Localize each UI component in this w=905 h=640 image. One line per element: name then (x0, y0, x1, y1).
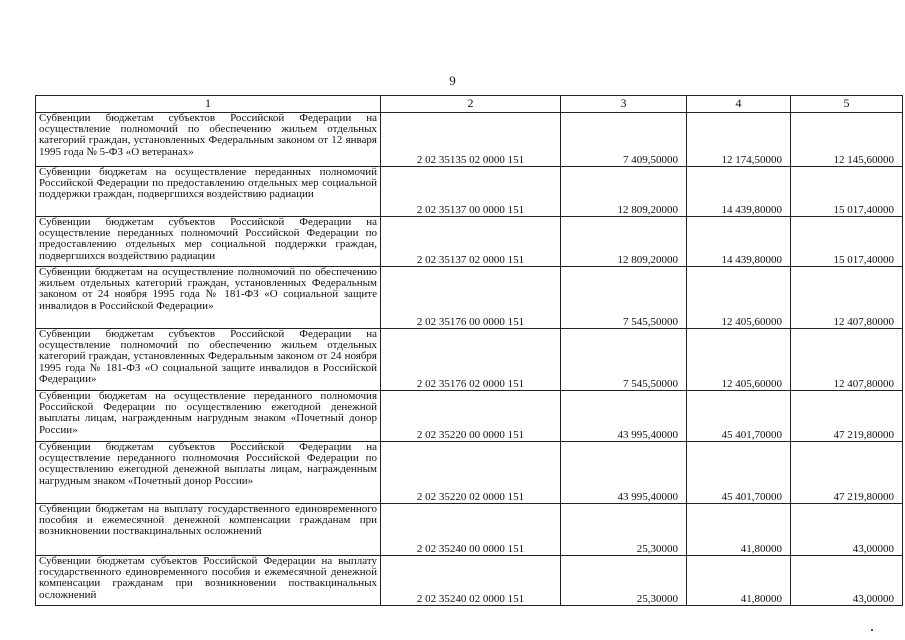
row-budget-code: 2 02 35240 02 0000 151 (381, 556, 561, 606)
row-value-col4: 41,80000 (687, 504, 791, 556)
table-row (36, 217, 903, 267)
row-value-col4: 45 401,70000 (687, 442, 791, 504)
table-row (36, 167, 903, 217)
row-value-col4: 14 439,80000 (687, 167, 791, 217)
scan-speck (871, 629, 873, 631)
row-value-col4: 14 439,80000 (687, 217, 791, 267)
row-description: Субвенции бюджетам на осуществление переданных полномочий Российской Федерации по предоставлению отдельных мер социальной поддержки граждан, подвергшихся воздействию радиации (36, 167, 381, 217)
row-budget-code: 2 02 35137 00 0000 151 (381, 167, 561, 217)
table-header-row (36, 96, 903, 113)
page-number: 9 (449, 73, 456, 88)
row-value-col5: 15 017,40000 (791, 217, 903, 267)
column-header: 3 (561, 96, 687, 113)
row-value-col4: 41,80000 (687, 556, 791, 606)
row-value-col4: 12 174,50000 (687, 113, 791, 167)
table-row (36, 267, 903, 329)
row-value-col5: 43,00000 (791, 556, 903, 606)
column-header: 5 (791, 96, 903, 113)
table-row (36, 442, 903, 504)
row-description: Субвенции бюджетам субъектов Российской Федерации на выплату государственного единовременного пособия и ежемесячной денежной компенсации гражданам при возникновении поствакцинальных осложнений (36, 556, 381, 606)
row-value-col5: 12 145,60000 (791, 113, 903, 167)
row-description: Субвенции бюджетам на выплату государственного единовременного пособия и ежемесячной денежной компенсации гражданам при возникновении поствакцинальных осложнений (36, 504, 381, 556)
row-value-col5: 12 407,80000 (791, 267, 903, 329)
row-value-col4: 12 405,60000 (687, 267, 791, 329)
row-value-col3: 25,30000 (561, 504, 687, 556)
row-budget-code: 2 02 35220 00 0000 151 (381, 391, 561, 442)
row-description: Субвенции бюджетам субъектов Российской Федерации на осуществление полномочий по обеспечению жильем отдельных категорий граждан, установленных Федеральным законом от 24 ноября 1995 года № 181-ФЗ «О социальной защите инвалидов в Российской Федерации» (36, 329, 381, 391)
row-value-col3: 12 809,20000 (561, 167, 687, 217)
row-budget-code: 2 02 35137 02 0000 151 (381, 217, 561, 267)
table-row (36, 391, 903, 442)
row-value-col4: 12 405,60000 (687, 329, 791, 391)
table-row (36, 329, 903, 391)
row-value-col5: 47 219,80000 (791, 442, 903, 504)
row-value-col3: 43 995,40000 (561, 442, 687, 504)
table-row (36, 504, 903, 556)
budget-table (35, 95, 903, 606)
row-value-col3: 43 995,40000 (561, 391, 687, 442)
row-value-col3: 7 545,50000 (561, 329, 687, 391)
column-header: 2 (381, 96, 561, 113)
row-budget-code: 2 02 35176 02 0000 151 (381, 329, 561, 391)
row-description: Субвенции бюджетам субъектов Российской Федерации на осуществление полномочий по обеспечению жильем отдельных категорий граждан, установленных Федеральным законом от 12 января 1995 года № 5-ФЗ «О ветеранах» (36, 113, 381, 167)
row-value-col4: 45 401,70000 (687, 391, 791, 442)
row-value-col5: 47 219,80000 (791, 391, 903, 442)
table-row (36, 113, 903, 167)
row-description: Субвенции бюджетам на осуществление полномочий по обеспечению жильем отдельных категорий граждан, установленных Федеральным законом от 24 ноября 1995 года № 181-ФЗ «О социальной защите инвалидов в Российской Федерации» (36, 267, 381, 329)
row-budget-code: 2 02 35240 00 0000 151 (381, 504, 561, 556)
row-budget-code: 2 02 35135 02 0000 151 (381, 113, 561, 167)
row-description: Субвенции бюджетам субъектов Российской Федерации на осуществление переданного полномочия Российской Федерации по осуществлению ежегодной денежной выплаты лицам, награжденным нагрудным знаком «Почетный донор России» (36, 442, 381, 504)
row-value-col5: 15 017,40000 (791, 167, 903, 217)
column-header: 1 (36, 96, 381, 113)
row-value-col5: 12 407,80000 (791, 329, 903, 391)
row-description: Субвенции бюджетам субъектов Российской Федерации на осуществление переданных полномочий Российской Федерации по предоставлению отдельных мер социальной поддержки граждан, подвергшихся воздействию радиации (36, 217, 381, 267)
row-budget-code: 2 02 35220 02 0000 151 (381, 442, 561, 504)
row-value-col3: 12 809,20000 (561, 217, 687, 267)
row-value-col5: 43,00000 (791, 504, 903, 556)
row-description: Субвенции бюджетам на осуществление переданного полномочия Российской Федерации по осуществлению ежегодной денежной выплаты лицам, награжденным нагрудным знаком «Почетный донор России» (36, 391, 381, 442)
column-header: 4 (687, 96, 791, 113)
row-budget-code: 2 02 35176 00 0000 151 (381, 267, 561, 329)
row-value-col3: 25,30000 (561, 556, 687, 606)
row-value-col3: 7 545,50000 (561, 267, 687, 329)
table-row (36, 556, 903, 606)
row-value-col3: 7 409,50000 (561, 113, 687, 167)
